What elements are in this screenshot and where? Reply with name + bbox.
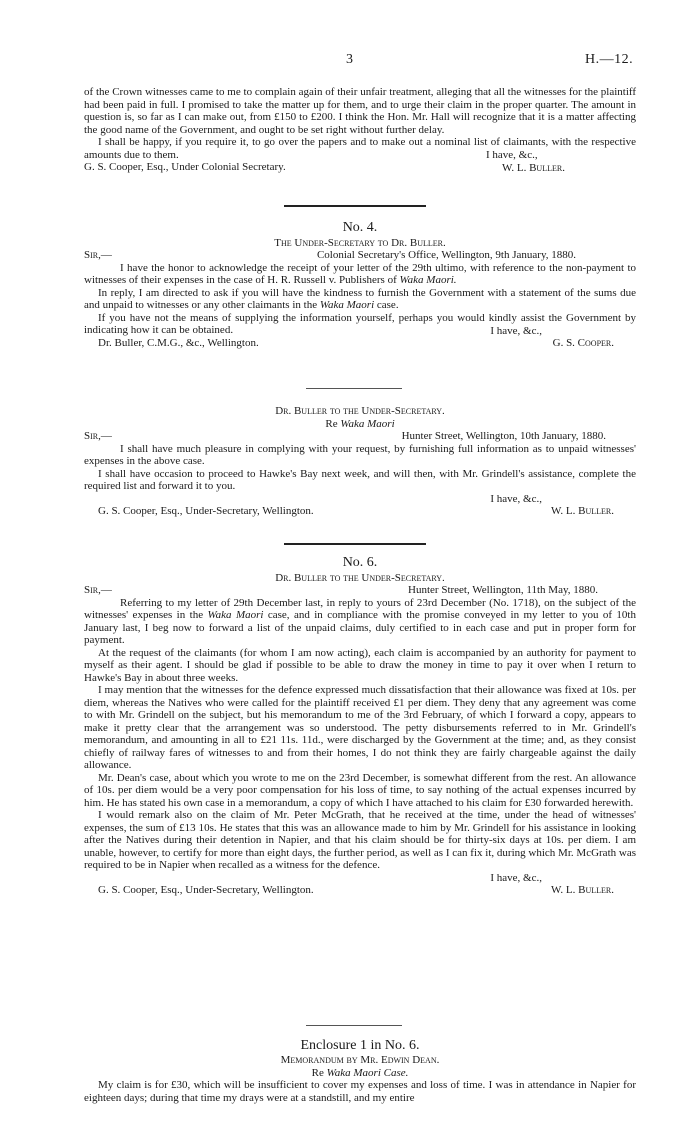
closing: I have, &c., — [490, 324, 542, 337]
paragraph-1: I shall have much pleasure in complying with your request, by furnishing full information as to unpaid witnesses' expenses in the above case. — [84, 442, 636, 467]
salutation-row — [84, 584, 636, 597]
addressee: Dr. Buller, C.M.G., &c., Wellington. — [98, 337, 259, 349]
enclosure-title: Enclosure 1 in No. 6. — [300, 1038, 420, 1053]
letter-title: Dr. Buller to the Under-Secretary. — [275, 571, 445, 584]
closing-row — [84, 872, 636, 885]
place-date: Hunter Street, Wellington, 11th May, 1880. — [408, 584, 598, 596]
paragraph-1: Referring to my letter of 29th December last, in reply to yours of 23rd December (No. 1718), on the subject of the witnesses' expenses in the Waka Maori case, and in compliance with the promise conveyed in my letter to you of 10th January last, I beg now to forward a list of the unpaid claims, duly certified to in each case and put in proper form for payment. — [84, 596, 636, 646]
enclosure-section — [84, 1038, 636, 1104]
intro-signature: W. L. Buller. — [502, 161, 565, 174]
section-divider — [284, 543, 426, 545]
intro-paragraph-2: I shall be happy, if you require it, to go over the papers and to make out a nominal list of claimants, with the respective amounts due to them. — [84, 136, 636, 161]
letter-no-5 — [84, 405, 636, 518]
signature-row — [84, 884, 636, 897]
paragraph-1: I have the honor to acknowledge the receipt of your letter of the 29th ultimo, with reference to the non-payment to witnesses of their expenses in the case of H. R. Russell v. Publishers of Waka Maori. — [84, 261, 636, 286]
paragraph-4: Mr. Dean's case, about which you wrote to me on the 23rd December, is somewhat different from the rest. An allowance of 10s. per diem would be a very poor compensation for his loss of time, to say nothing of the actual expenses incurred by him. He has stated his own case in a memorandum, a copy of which I have attached to his claim for £30 forwarded herewith. — [84, 771, 636, 809]
enclosure-subject: Re Waka Maori Case. — [311, 1066, 409, 1079]
salutation: Sir,— — [84, 249, 112, 261]
signature: W. L. Buller. — [551, 505, 614, 517]
paragraph-2: At the request of the claimants (for whom I am now acting), each claim is accompanied by an authority for payment to myself as their agent. I should be glad if possible to be able to draw the money in time to pay it over when I return to Hawke's Bay in about three weeks. — [84, 646, 636, 684]
paragraph-3: If you have not the means of supplying the information yourself, perhaps you would kindly assist the Government by indicating how it can be obtained. — [84, 311, 636, 336]
closing: I have, &c., — [490, 492, 542, 505]
enclosure-subtitle: Memorandum by Mr. Edwin Dean. — [280, 1054, 440, 1066]
paragraph-2: In reply, I am directed to ask if you will have the kindness to furnish the Government with a statement of the sums due and unpaid to witnesses or any other claimants in the Waka Maori case. — [84, 286, 636, 311]
letter-number: No. 4. — [342, 220, 378, 235]
intro-closing: I have, &c., — [486, 149, 538, 161]
addressee: G. S. Cooper, Esq., Under-Secretary, Wellington. — [98, 505, 314, 517]
salutation: Sir,— — [84, 584, 112, 596]
intro-addressee: G. S. Cooper, Esq., Under Colonial Secretary. — [84, 161, 286, 173]
salutation: Sir,— — [84, 430, 112, 442]
section-divider — [306, 388, 402, 389]
paragraph-3: I may mention that the witnesses for the defence expressed much dissatisfaction that their allowance was fixed at 10s. per diem, whereas the Natives who were called for the plaintiff received £1 per diem. They deny that any agreement was come to with Mr. Grindell on the subject, but his memorandum to me of the 3rd February, of which I forward a copy, appears to make it pretty clear that the arrangement was so understood. The petty disbursements referred to in Mr. Grindell's memorandum, and amounting in all to £21 11s. 11d., were discharged by the Government at the time; and, as they consist chiefly of railway fares of witnesses to and from their homes, I do not think they are fairly chargeable against the daily allowance. — [84, 684, 636, 771]
section-divider — [284, 205, 426, 207]
place-date: Hunter Street, Wellington, 10th January, 1880. — [401, 430, 606, 442]
place-date: Colonial Secretary's Office, Wellington, 9th January, 1880. — [316, 249, 576, 261]
salutation-row — [84, 249, 636, 262]
intro-paragraph-1: of the Crown witnesses came to me to complain again of their unfair treatment, alleging that all the witnesses for the plaintiff had been paid in full. I promised to take the matter up for them, and to urge their claim in the proper quarter. The amount in question is, so far as I can make out, from £150 to £200. I think the Hon. Mr. Hall will recognize that it is a matter affecting the good name of the Government, and ought to be set right without further delay. — [84, 86, 636, 136]
signature-row — [84, 505, 636, 518]
section-divider — [306, 1025, 402, 1026]
signature: W. L. Buller. — [551, 884, 614, 896]
paragraph-2: I shall have occasion to proceed to Hawke's Bay next week, and will then, with Mr. Grindell's assistance, complete the required list and forward it to you. — [84, 467, 636, 492]
letter-title: The Under-Secretary to Dr. Buller. — [274, 236, 446, 249]
intro-section — [84, 86, 636, 186]
addressee: G. S. Cooper, Esq., Under-Secretary, Wellington. — [98, 884, 314, 896]
letter-no-6 — [84, 557, 636, 897]
enclosure-paragraph-1: My claim is for £30, which will be insufficient to cover my expenses and loss of time. I was in attendance in Napier for eighteen days; during that time my drays were at a standstill, and my entire — [84, 1079, 636, 1104]
letter-title: Dr. Buller to the Under-Secretary. — [275, 405, 445, 417]
letter-subject: Re Waka Maori — [325, 417, 395, 430]
letter-number: No. 6. — [342, 555, 378, 570]
salutation-row — [84, 430, 636, 443]
closing-row — [84, 493, 636, 506]
page-reference: H.—12. — [585, 52, 634, 67]
letter-no-4 — [84, 222, 636, 350]
intro-closing-row — [84, 149, 636, 186]
paragraph-5: I would remark also on the claim of Mr. Peter McGrath, that he received at the time, under the head of witnesses' expenses, the sum of £13 10s. He states that this was an allowance made to him by Mr. Grindell for his assistance in looking after the Natives during their detention in Napier, and that his claim should be for thirty-six days at 10s. per diem. I am unable, however, to certify for more than eight days, the further period, as well as I can fix it, during which Mr. McGrath was required to be in Napier when recalled as a witness for the defence. — [84, 809, 636, 871]
signature: G. S. Cooper. — [552, 337, 614, 349]
signature-row — [84, 337, 636, 350]
closing: I have, &c., — [490, 871, 542, 884]
page-number: 3 — [346, 52, 353, 67]
